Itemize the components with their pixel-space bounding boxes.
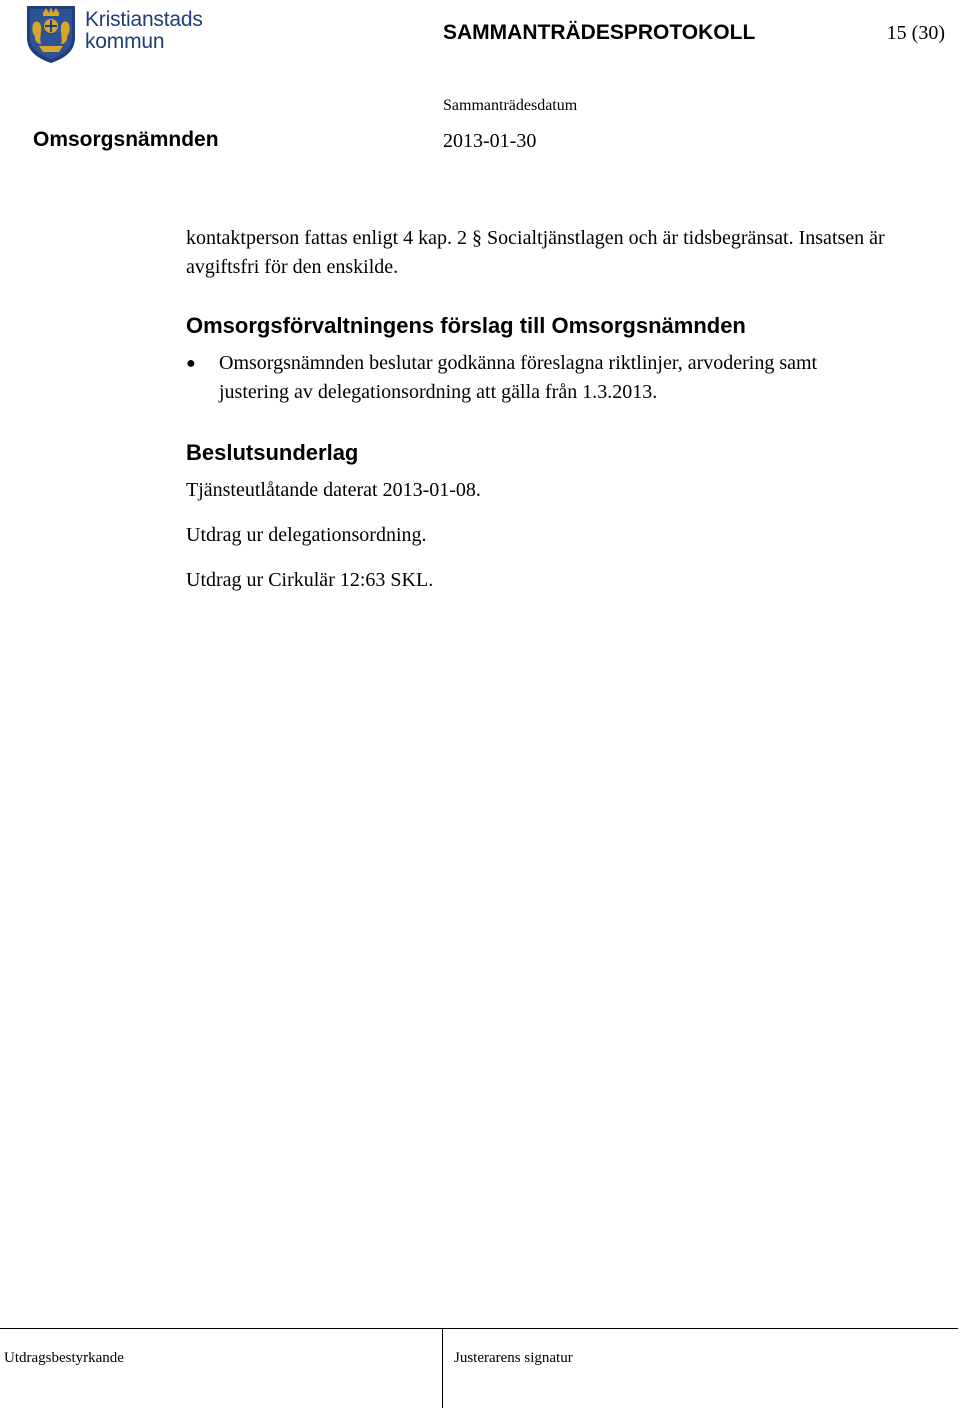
protocol-content <box>186 224 886 595</box>
logo-line-2: kommun <box>85 30 165 53</box>
logo-wordmark <box>85 9 203 53</box>
bullet-icon: ● <box>186 355 196 372</box>
proposal-heading: Omsorgsförvaltningens förslag till Omsorgsnämnden <box>186 313 746 338</box>
basis-item-2: Utdrag ur delegationsordning. <box>186 524 427 546</box>
certification-label: Utdragsbestyrkande <box>4 1350 124 1366</box>
page-number: 15 (30) <box>886 22 945 44</box>
document-title: SAMMANTRÄDESPROTOKOLL <box>443 21 756 44</box>
committee-name: Omsorgsnämnden <box>33 128 219 151</box>
basis-item-1: Tjänsteutlåtande daterat 2013-01-08. <box>186 479 481 501</box>
proposal-text: Omsorgsnämnden beslutar godkänna föreslagna riktlinjer, arvodering samt justering av delegationsordning att gälla från 1.3.2013. <box>219 352 818 403</box>
intro-paragraph: kontaktperson fattas enligt 4 kap. 2 § Socialtjänstlagen och är tidsbegränsat. Insatsen är avgiftsfri för den enskilde. <box>186 227 885 278</box>
meeting-date-value: 2013-01-30 <box>443 130 537 152</box>
logo-line-1: Kristianstads <box>85 8 203 31</box>
municipality-logo <box>25 4 225 66</box>
list-item <box>186 349 886 407</box>
coat-of-arms-icon <box>25 4 77 64</box>
footer-rule <box>0 1328 958 1329</box>
proposal-list <box>186 349 886 407</box>
footer-divider <box>442 1328 443 1408</box>
basis-heading: Beslutsunderlag <box>186 440 359 465</box>
signature-label: Justerarens signatur <box>454 1350 573 1366</box>
basis-item-3: Utdrag ur Cirkulär 12:63 SKL. <box>186 569 434 591</box>
meeting-date-label: Sammanträdesdatum <box>443 97 578 114</box>
